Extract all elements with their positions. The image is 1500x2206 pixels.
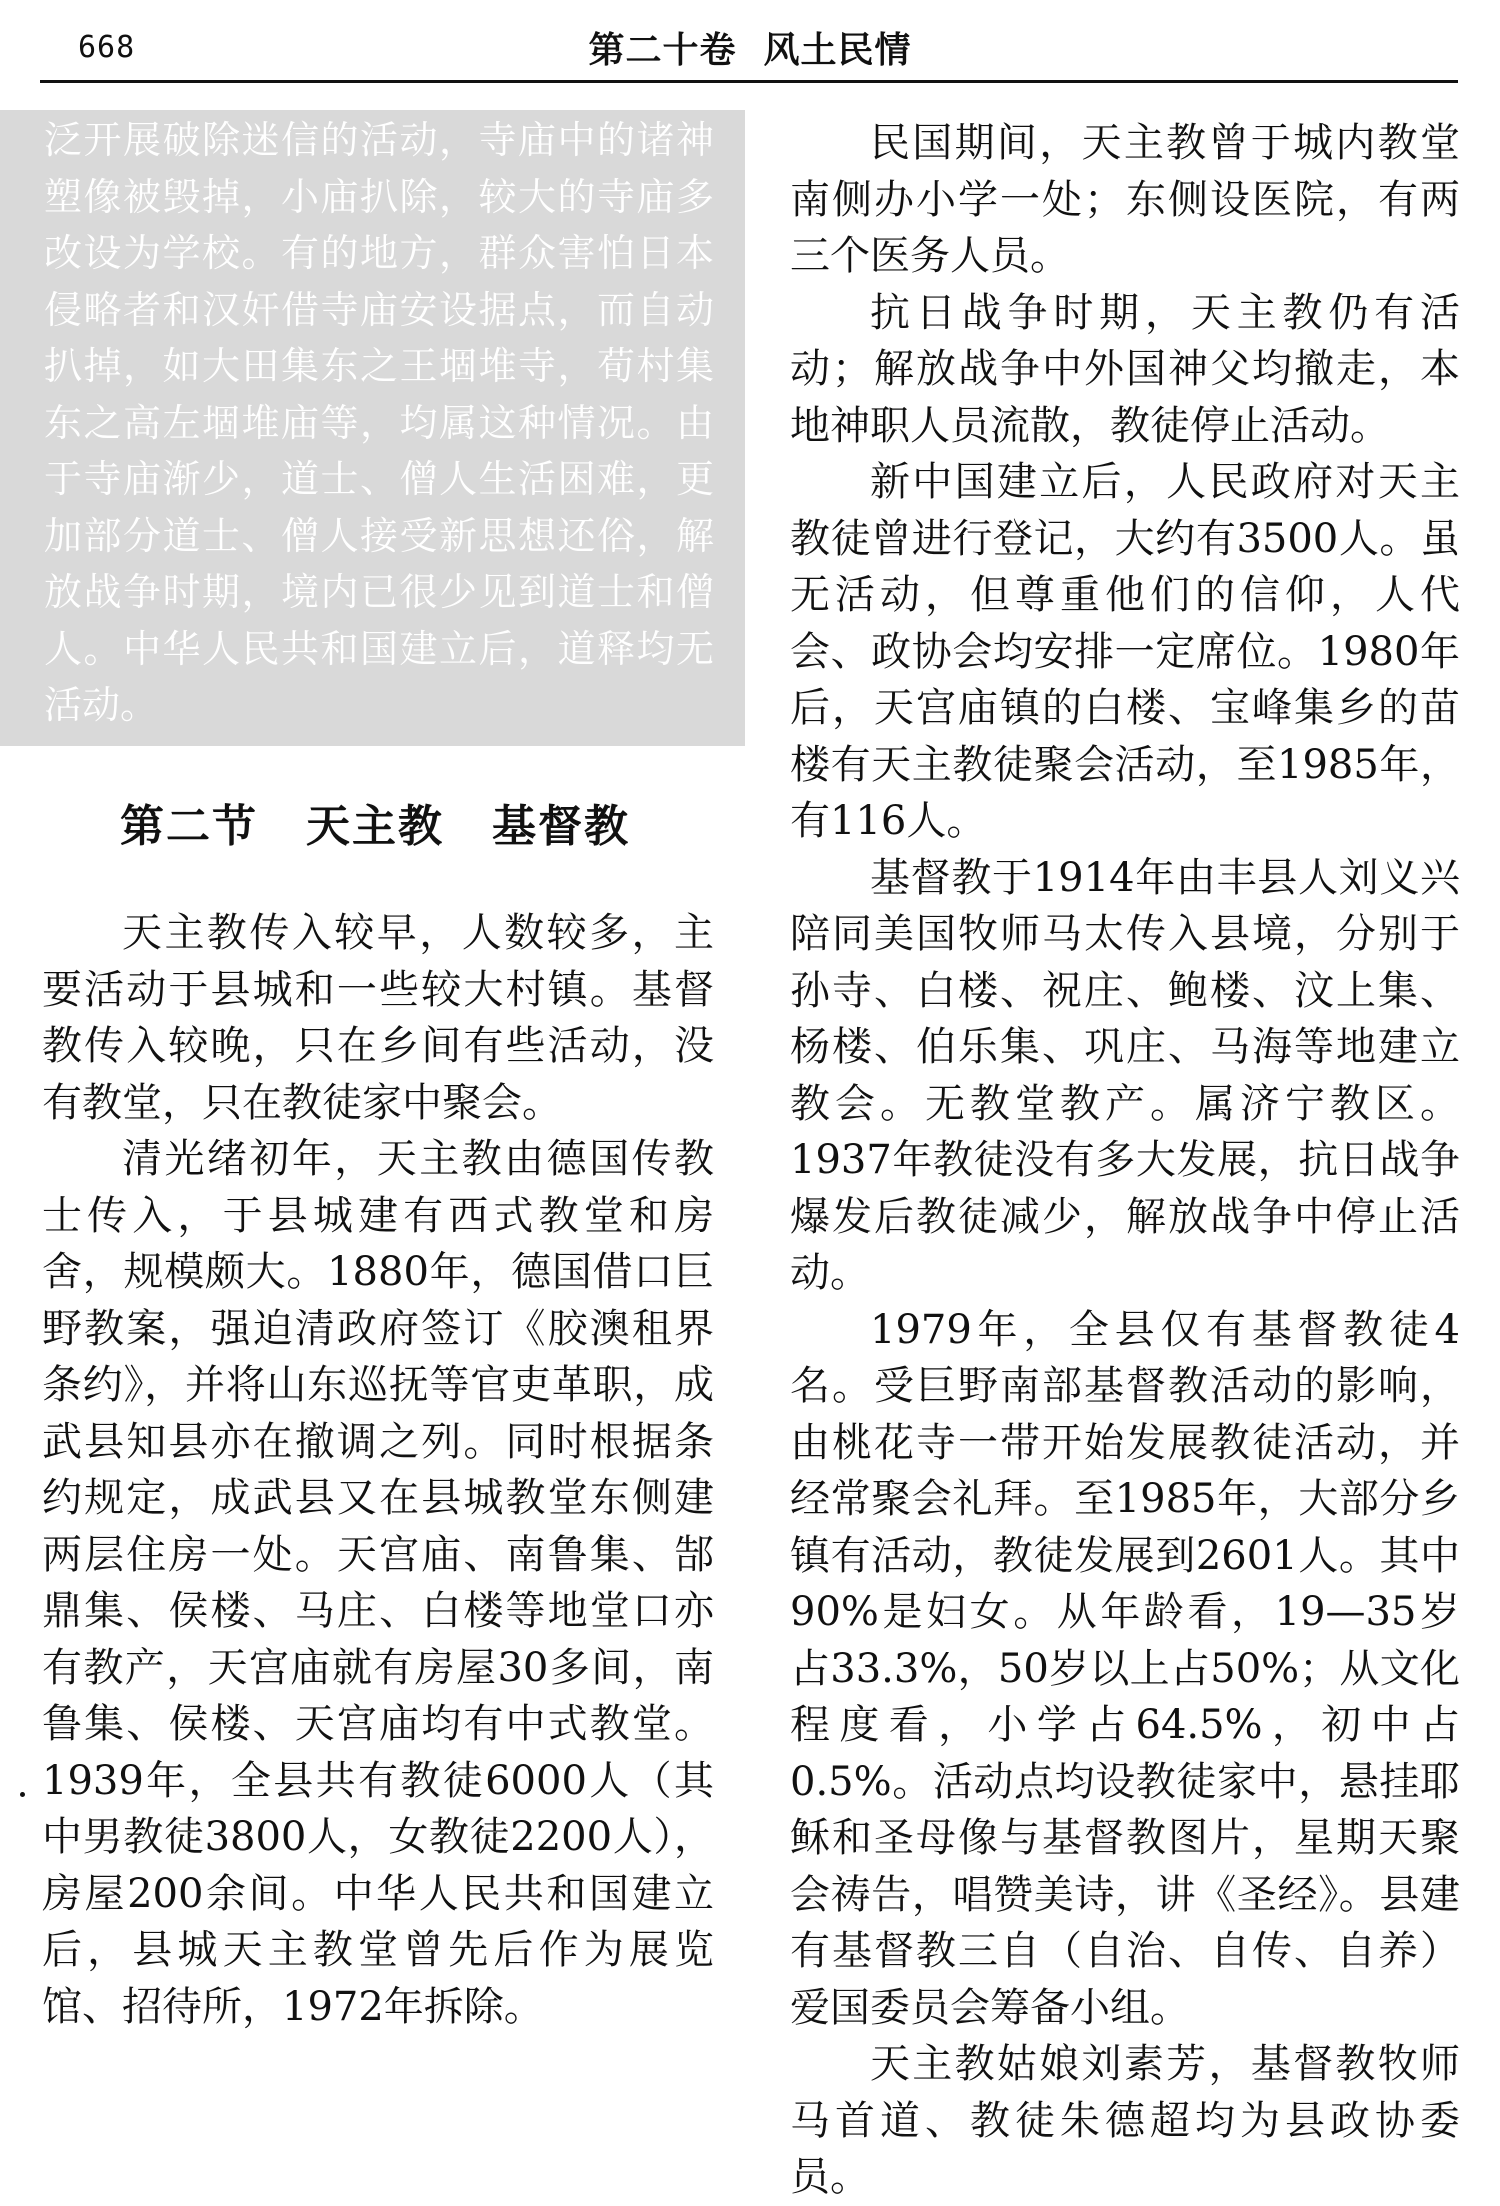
paragraph: 1979年，全县仅有基督教徒4名。受巨野南部基督教活动的影响，由桃花寺一带开始发展教徒活动，并经常聚会礼拜。至1985年，大部分乡镇有活动，教徒发展到2601人。其中90%是妇女。从年龄看，19—35岁占33.3%，50岁以上占50%；从文化程度看，小学占64.5%，初中占0.5%。活动点均设教徒家中，悬挂耶稣和圣母像与基督教图片，星期天聚会祷告，唱赞美诗，讲《圣经》。县建有基督教三自（自治、自传、自养）爱国委员会筹备小组。 xyxy=(790,1306,1460,2031)
page-number: 668 xyxy=(78,30,136,65)
paragraph: 清光绪初年，天主教由德国传教士传入，于县城建有西式教堂和房舍，规模颇大。1880年，德国借口巨野教案，强迫清政府签订《胶澳租界条约》，并将山东巡抚等官吏革职，成武县知县亦在撤调之列。同时根据条约规定，成武县又在县城教堂东侧建两层住房一处。天宫庙、南鲁集、郜鼎集、侯楼、马庄、白楼等地堂口亦有教产，天宫庙就有房屋30多间，南鲁集、侯楼、天宫庙均有中式教堂。1939年，全县共有教徒6000人（其中男教徒3800人，女教徒2200人），房屋200余间。中华人民共和国建立后，县城天主教堂曾先后作为展览馆、招待所，1972年拆除。 xyxy=(42,1136,714,2030)
scan-speck xyxy=(20,1792,25,1797)
paragraph: 基督教于1914年由丰县人刘义兴陪同美国牧师马太传入县境，分别于孙寺、白楼、祝庄、鲍楼、汶上集、杨楼、伯乐集、巩庄、马海等地建立教会。无教堂教产。属济宁教区。1937年教徒没有多大发展，抗日战争爆发后教徒减少，解放战争中停止活动。 xyxy=(790,854,1460,1296)
header-rule xyxy=(40,80,1458,83)
paragraph: 天主教姑娘刘素芳，基督教牧师马首道、教徒朱德超均为县政协委员。 xyxy=(790,2041,1460,2200)
right-column xyxy=(790,115,1460,2206)
section-name-protestantism: 基督教 xyxy=(492,801,630,852)
section-heading xyxy=(120,790,630,854)
section-name-catholicism: 天主教 xyxy=(306,801,444,852)
section-number: 第二节 xyxy=(120,801,258,852)
paragraph: 抗日战争时期，天主教仍有活动；解放战争中外国神父均撤走，本地神职人员流散，教徒停止活动。 xyxy=(790,289,1460,449)
paragraph: 天主教传入较早，人数较多，主要活动于县城和一些较大村镇。基督教传入较晚，只在乡间有些活动，没有教堂，只在教徒家中聚会。 xyxy=(42,910,714,1126)
shaded-block-text: 泛开展破除迷信的活动，寺庙中的诸神塑像被毁掉，小庙扒除，较大的寺庙多改设为学校。有的地方，群众害怕日本侵略者和汉奸借寺庙安设据点，而自动扒掉，如大田集东之王堌堆寺，荀村集东之高左堌堆庙等，均属这种情况。由于寺庙渐少，道士、僧人生活困难，更加部分道士、僧人接受新思想还俗，解放战争时期，境内已很少见到道士和僧人。中华人民共和国建立后，道释均无活动。 xyxy=(44,118,714,727)
paragraph: 新中国建立后，人民政府对天主教徒曾进行登记，大约有3500人。虽无活动，但尊重他们的信仰，人代会、政协会均安排一定席位。1980年后，天宫庙镇的白楼、宝峰集乡的苗楼有天主教徒聚会活动，至1985年，有116人。 xyxy=(790,459,1460,844)
paragraph: 民国期间，天主教曾于城内教堂南侧办小学一处；东侧设医院，有两三个医务人员。 xyxy=(790,120,1460,279)
running-title: 第二十卷 风土民情 xyxy=(588,29,912,71)
left-column xyxy=(42,905,714,2035)
